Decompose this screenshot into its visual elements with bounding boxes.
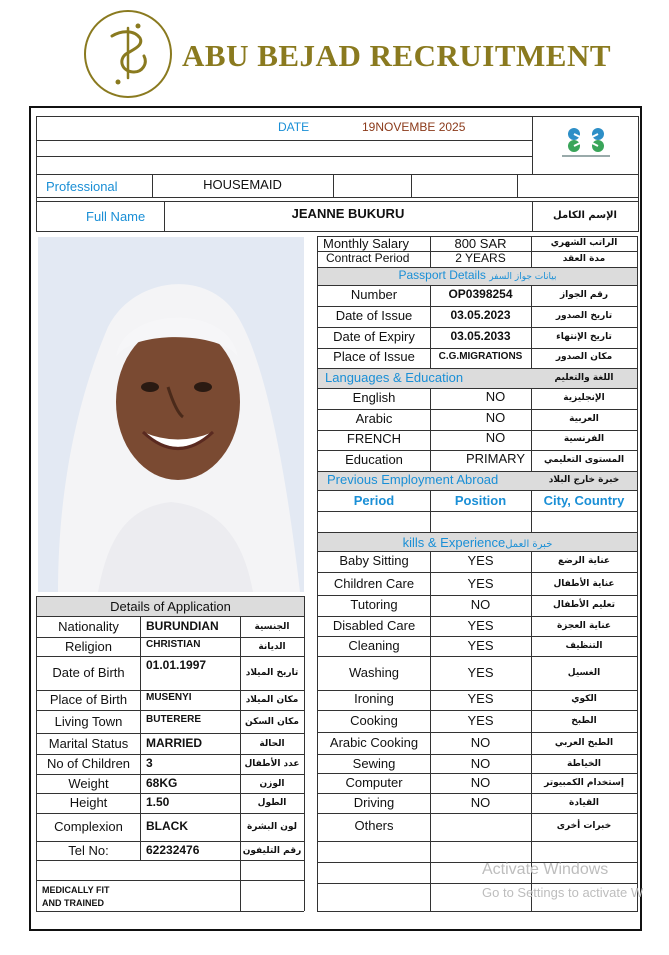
skill-row-label: Children Care	[333, 576, 415, 591]
skill-row-value: YES	[467, 576, 494, 591]
application-row-label: Living Town	[54, 714, 123, 729]
monthly-salary-value: 800 SAR	[454, 236, 507, 251]
skill-row-label: Tutoring	[350, 597, 398, 612]
skill-row-value: YES	[467, 665, 494, 680]
language-row-arabic: الإنجليزية	[563, 393, 605, 403]
skill-row-arabic: الغسيل	[567, 668, 601, 678]
skill-row-arabic: عناية العجزة	[556, 621, 612, 631]
application-row-divider	[36, 710, 304, 711]
application-row-value: CHRISTIAN	[146, 639, 201, 650]
application-row-value: 01.01.1997	[146, 658, 207, 672]
application-row-value: 3	[146, 756, 153, 770]
languages-section-arabic: اللغة والتعليم	[554, 373, 614, 383]
agency-logo-icon	[560, 124, 612, 160]
passport-header-en: Passport Details	[398, 268, 486, 282]
skill-row-value: NO	[470, 597, 491, 612]
contract-period-value: 2 YEARS	[455, 251, 506, 265]
medical-note-line1: MEDICALLY FIT	[42, 885, 110, 895]
skill-row-label: Cleaning	[348, 638, 400, 653]
skills-header-ar: خبرة العمل	[505, 539, 553, 550]
passport-row-label: Place of Issue	[333, 349, 415, 364]
language-row-value: NO	[485, 430, 506, 445]
skill-row-value: YES	[467, 691, 494, 706]
application-row-value: 62232476	[146, 843, 200, 857]
employment-col-country: City, Country	[543, 493, 625, 508]
skill-row-label: Sewing	[352, 756, 396, 771]
skill-row-label: Cooking	[350, 713, 398, 728]
medical-note	[42, 884, 110, 910]
language-row-value: NO	[485, 410, 506, 425]
application-row-label: Nationality	[58, 619, 119, 634]
activate-windows-watermark: Activate Windows	[482, 861, 609, 878]
passport-row-label: Number	[350, 287, 398, 302]
monthly-salary-arabic: الراتب الشهري	[550, 238, 618, 248]
employment-col-position: Position	[454, 493, 507, 508]
medical-note-line2: AND TRAINED	[42, 898, 104, 908]
skill-row-value: NO	[470, 735, 491, 750]
application-row-label: No of Children	[46, 756, 131, 771]
passport-row-arabic: تاريخ الصدور	[555, 311, 613, 321]
language-row-arabic: العربية	[569, 414, 599, 424]
employment-section-arabic: خبرة خارج البلاد	[548, 475, 620, 485]
application-row-arabic: الحالة	[259, 739, 285, 749]
application-row-label: Date of Birth	[52, 665, 125, 680]
application-row-label: Height	[69, 795, 108, 810]
passport-row-value: C.G.MIGRATIONS	[438, 351, 523, 362]
application-row-divider	[36, 656, 304, 657]
employment-section-header: Previous Employment Abroad	[327, 472, 499, 487]
skill-row-value: NO	[470, 756, 491, 771]
application-row-label: Place of Birth	[49, 692, 128, 707]
skills-header-en: kills & Experience	[402, 535, 506, 550]
monthly-salary-label: Monthly Salary	[323, 236, 409, 251]
skill-row-label: Computer	[345, 775, 403, 790]
skill-row-label: Baby Sitting	[339, 553, 409, 568]
employment-col-period: Period	[353, 493, 395, 508]
candidate-photo	[38, 237, 304, 592]
application-row-value: MARRIED	[146, 736, 202, 750]
professional-value: HOUSEMAID	[203, 177, 282, 192]
application-row-divider	[36, 754, 304, 755]
passport-row-value: 03.05.2023	[450, 308, 511, 322]
application-row-arabic: الجنسية	[254, 622, 290, 632]
passport-row-value: OP0398254	[448, 287, 513, 301]
language-row-label: FRENCH	[346, 431, 402, 446]
application-row-label: Tel No:	[68, 843, 109, 858]
company-logo-icon	[82, 8, 174, 100]
language-row-label: Education	[345, 452, 403, 467]
skill-row-value: YES	[467, 618, 494, 633]
passport-section-header	[318, 268, 637, 282]
full-name-value: JEANNE BUKURU	[291, 206, 405, 221]
passport-row-arabic: تاريخ الإنتهاء	[556, 332, 612, 342]
passport-header-ar: بيانات جواز السفر	[489, 272, 557, 282]
language-row-label: Arabic	[355, 411, 393, 426]
application-row-arabic: مكان الميلاد	[245, 695, 299, 705]
activate-windows-hint: Go to Settings to activate W	[482, 885, 644, 900]
application-row-value: BUTERERE	[146, 714, 202, 725]
skill-row-arabic: عناية الرضع	[557, 556, 611, 566]
full-name-arabic: الإسم الكامل	[553, 210, 617, 221]
application-row-label: Marital Status	[48, 736, 129, 751]
skill-row-arabic: تعليم الأطفال	[553, 600, 615, 610]
language-row-label: English	[352, 390, 396, 405]
application-row-arabic: لون البشرة	[246, 822, 298, 832]
application-row-divider	[36, 793, 304, 794]
language-row-value: NO	[485, 389, 506, 404]
contract-period-label: Contract Period	[326, 251, 410, 265]
language-row-value: PRIMARY	[466, 451, 525, 466]
date-value: 19NOVEMBE 2025	[362, 120, 466, 134]
skill-row-arabic: خبرات أخرى	[556, 821, 612, 831]
skill-row-label: Washing	[348, 665, 400, 680]
contract-period-arabic: مدة العقد	[562, 254, 606, 264]
passport-row-arabic: رقم الجواز	[559, 290, 609, 300]
skill-row-arabic: التنظيف	[565, 641, 603, 651]
application-row-arabic: عدد الأطفال	[244, 759, 300, 769]
full-name-label: Full Name	[86, 209, 146, 224]
application-row-label: Religion	[65, 639, 112, 654]
skill-row-value: NO	[470, 795, 491, 810]
application-row-value: 68KG	[146, 776, 178, 790]
application-row-arabic: تاريخ الميلاد	[245, 668, 299, 678]
skill-row-label: Ironing	[354, 691, 394, 706]
skill-row-arabic: القيادة	[569, 798, 599, 808]
skill-row-arabic: عناية الأطفال	[553, 579, 615, 589]
skill-row-value: YES	[467, 553, 494, 568]
skill-row-label: Others	[354, 818, 394, 833]
application-row-arabic: الطول	[257, 798, 287, 808]
passport-row-label: Date of Expiry	[333, 329, 415, 344]
application-row-divider	[36, 774, 304, 775]
languages-section-header: Languages & Education	[325, 370, 464, 385]
application-row-divider	[36, 813, 304, 814]
application-row-arabic: الديانة	[258, 642, 286, 652]
skill-row-value: YES	[467, 713, 494, 728]
application-section-header: Details of Application	[110, 599, 231, 614]
application-row-value: 1.50	[146, 795, 170, 809]
skill-row-label: Arabic Cooking	[329, 735, 419, 750]
company-title: ABU BEJAD RECRUITMENT	[182, 38, 612, 73]
application-row-arabic: رقم التليفون	[242, 846, 302, 856]
skills-section-header	[318, 535, 637, 550]
application-row-divider	[36, 690, 304, 691]
skill-row-value: NO	[470, 775, 491, 790]
passport-row-arabic: مكان الصدور	[555, 352, 613, 362]
application-row-value: MUSENYI	[146, 692, 192, 703]
skill-row-arabic: إستخدام الكمبيوتر	[544, 778, 624, 788]
professional-label: Professional	[46, 179, 118, 194]
passport-row-value: 03.05.2033	[450, 329, 511, 343]
language-row-arabic: المستوى التعليمي	[543, 455, 625, 465]
application-row-arabic: الوزن	[259, 779, 285, 789]
date-label: DATE	[278, 120, 310, 134]
application-row-arabic: مكان السكن	[245, 717, 299, 727]
passport-row-label: Date of Issue	[335, 308, 413, 323]
skill-row-value: YES	[467, 638, 494, 653]
application-row-value: BURUNDIAN	[146, 619, 219, 633]
application-row-divider	[36, 841, 304, 842]
application-row-label: Complexion	[54, 819, 123, 834]
skill-row-arabic: الطبخ	[571, 716, 597, 726]
skill-row-label: Disabled Care	[332, 618, 416, 633]
skill-row-label: Driving	[353, 795, 395, 810]
skill-row-arabic: الخياطة	[567, 759, 601, 769]
skill-row-arabic: الطبخ العربي	[554, 738, 614, 748]
application-row-divider	[36, 733, 304, 734]
application-row-divider	[36, 637, 304, 638]
application-row-label: Weight	[68, 776, 109, 791]
application-row-value: BLACK	[146, 819, 188, 833]
skill-row-arabic: الكوي	[571, 694, 597, 704]
language-row-arabic: الفرنسية	[563, 434, 605, 444]
